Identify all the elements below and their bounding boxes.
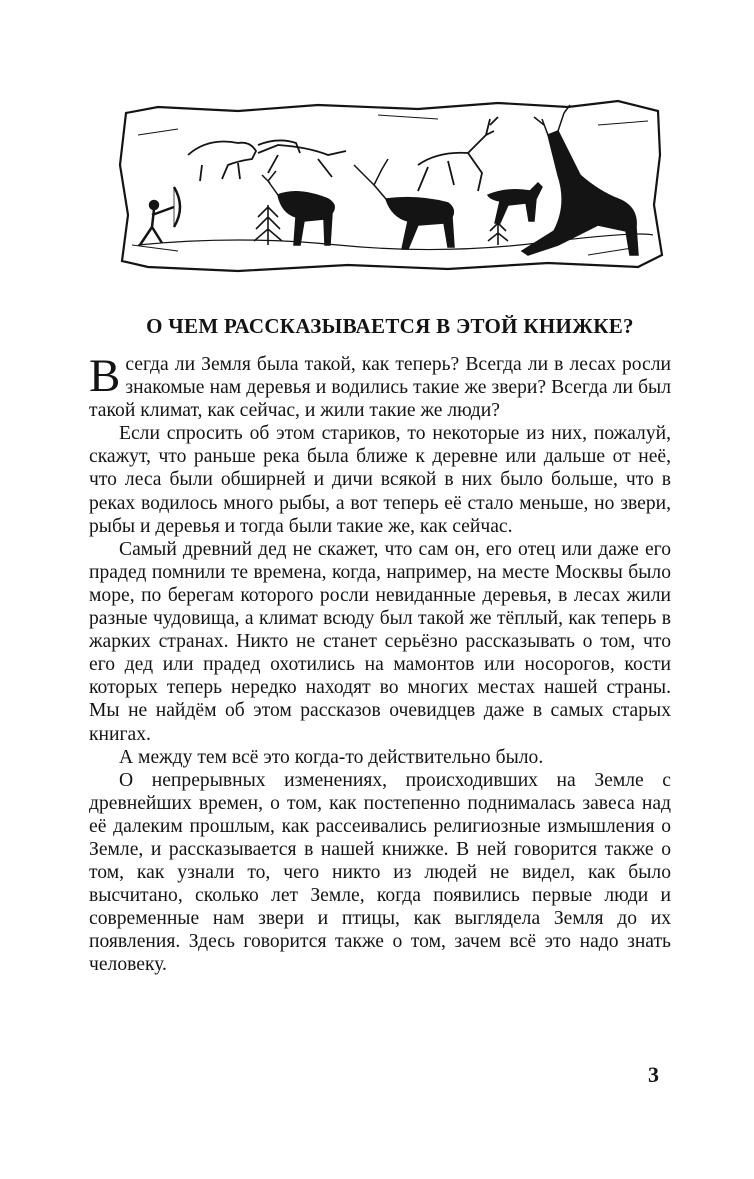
chapter-title: О ЧЕМ РАССКАЗЫВАЕТСЯ В ЭТОЙ КНИЖКЕ? — [146, 314, 634, 338]
body-text — [89, 350, 671, 977]
running-animal-icon — [258, 145, 346, 177]
page-number: 3 — [648, 1062, 659, 1087]
leaping-deer-icon — [418, 117, 498, 191]
drop-cap: В — [89, 350, 121, 402]
deer-icon — [488, 183, 542, 223]
stag-icon — [522, 105, 638, 255]
cave-painting-illustration — [118, 95, 664, 275]
bison-icon — [188, 140, 300, 181]
paragraph-3: Самый древний дед не скажет, что сам он, его отец или даже его прадед помнили те времена, когда, например, на месте Москвы было море, по берегам которого росли невиданные деревья, в лесах жили разные чудовища, а климат всюду был такой же тёплый, как теперь в жарких странах. Никто не станет серьёзно рассказывать о том, что его дед или прадед охотились на мамонтов или носорогов, кости которых теперь нередко находят во многих местах нашей страны. Мы не найдём об этом рассказов очевидцев даже в самых старых книгах. — [89, 538, 671, 745]
cave-painting-stone-icon — [118, 95, 664, 275]
hunter-archer-icon — [140, 187, 180, 245]
paragraph-1-text: сегда ли Земля была такой, как теперь? Всегда ли в лесах росли знакомые нам деревья и водились такие же звери? Всегда ли был такой климат, как сейчас, и жили такие же люди? — [89, 354, 671, 422]
paragraph-5: О непрерывных изменениях, происходивших на Земле с древнейших времен, о том, как постепенно поднималась завеса над её далеким прошлым, как рассеивались религиозные измышления о Земле, и рассказывается в нашей книжке. В ней говорится также о том, как узнали то, чего никто из людей не видел, как было высчитано, сколько лет Земле, когда появились первые люди и современные нам звери и птицы, как выглядела Земля до их появления. Здесь говорится также о том, зачем всё это надо знать человеку. — [89, 769, 671, 976]
paragraph-1 — [89, 350, 671, 422]
paragraph-2: Если спросить об этом стариков, то некоторые из них, пожалуй, скажут, что раньше река была ближе к деревне или дальше от неё, что леса были обширней и дичи всякой в них было больше, что в реках водилось много рыбы, а вот теперь её стало меньше, но звери, рыбы и деревья и тогда были такие же, как сейчас. — [89, 423, 671, 537]
deer-icon — [354, 159, 454, 249]
paragraph-4: А между тем всё это когда-то действительно было. — [119, 746, 544, 768]
